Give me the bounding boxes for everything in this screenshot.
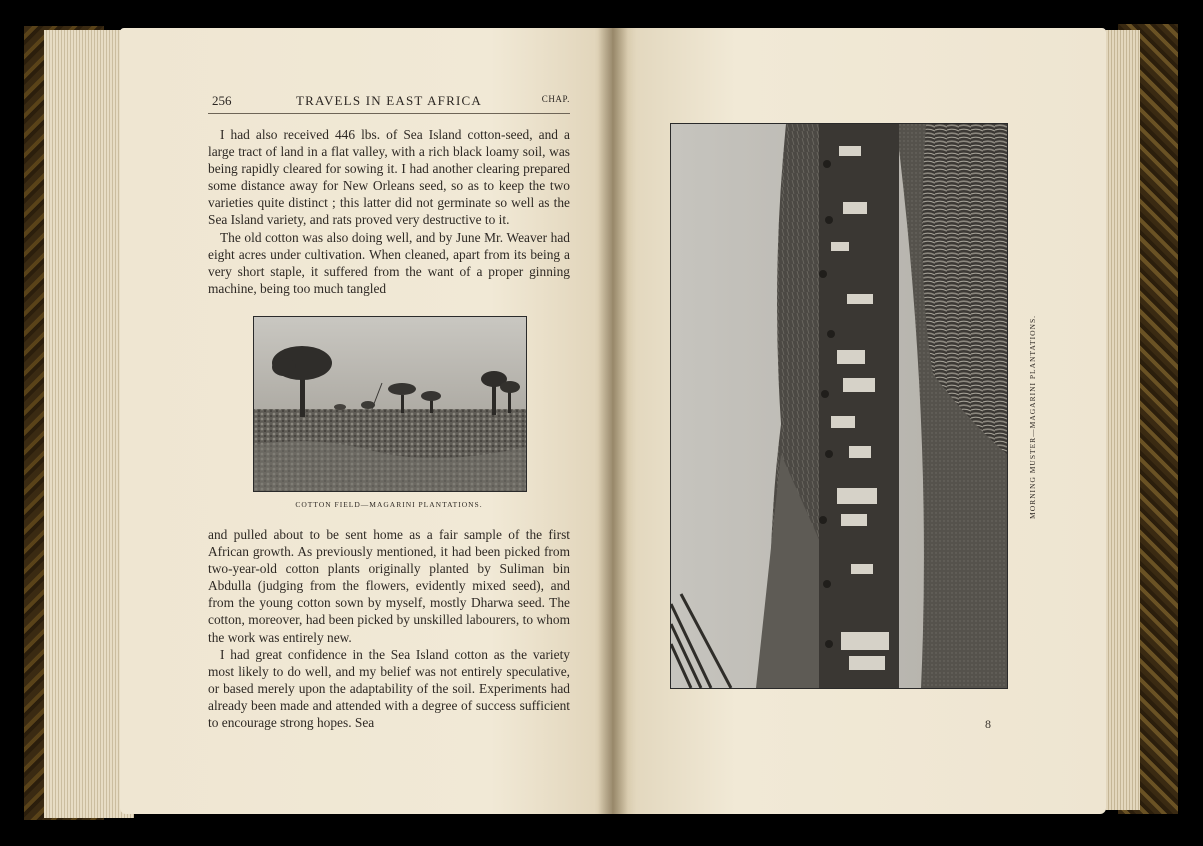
paragraph [208,229,570,297]
right-page-edges [1100,30,1140,810]
text-line: mixed seed), and from the young cotton sown by myself, [208,578,570,611]
text-line: Suliman bin Abdulla (judging from the flowers, evidently [208,561,570,594]
text-line: speculative, or based merely upon the adaptability of the soil. [208,663,570,696]
text-line: degree of success sufficient to encourage strong hopes. Sea [208,697,570,731]
page-number: 256 [212,93,232,108]
paragraph [208,646,570,731]
text-line: soil, was being rapidly cleared for sowing it. I had another [208,144,570,177]
text-line: apart from its being a very short staple, it suffered from the [208,246,571,279]
text-line: clearing prepared some distance away for New Orleans seed, [208,161,570,194]
paragraph [208,526,570,646]
chapter-marker: CHAP. [541,94,570,104]
text-line: I had great confidence in the Sea Island cotton as the [220,646,533,662]
paragraph [208,126,570,229]
gutter-shadow [598,28,628,814]
text-block-bottom [208,526,570,731]
text-line: a large tract of land in a flat valley, with a rich black loamy [208,127,570,160]
morning-muster-photo [670,123,1008,689]
plate-caption: MORNING MUSTER—MAGARINI PLANTATIONS. [1028,315,1037,519]
text-line: by unskilled labourers, to whom the work was entirely new. [208,612,570,645]
running-head [208,93,570,114]
text-line: I had also received 446 lbs. of Sea Island cotton-seed, and [220,127,565,142]
text-line: Experiments had already been made and attended with a [208,680,570,713]
morning-muster-illustration [671,124,1007,688]
text-line: African growth. As previously mentioned, it had been [208,544,505,560]
text-line: mostly Dharwa seed. The cotton, moreover, had been picked [208,595,570,628]
cotton-field-photo [253,316,527,492]
text-line: and pulled about to be sent home as a fair sample of the first [208,527,570,542]
text-line: so as to keep the two varieties quite distinct ; this latter did [208,178,571,211]
text-line: The old cotton was also doing well, and by June Mr. [220,229,507,245]
text-line: Weaver had eight acres under cultivation. When cleaned, [208,229,571,262]
text-line: variety most likely to do well, and my belief was not entirely [208,646,570,679]
text-line: picked from two-year-old cotton plants originally planted by [208,544,570,577]
text-block-top [208,126,570,297]
plate-number: 8 [985,717,991,731]
text-line: proved very destructive to it. [355,212,510,228]
text-line: want of a proper ginning machine, being too much tangled [208,263,570,296]
row-of-labourers [819,124,899,688]
cotton-field-illustration [254,317,526,491]
text-line: not germinate so well as the Sea Island variety, and rats [208,195,570,228]
running-title: TRAVELS IN EAST AFRICA [296,93,482,108]
figure-caption: COTTON FIELD—MAGARINI PLANTATIONS. [295,500,483,509]
